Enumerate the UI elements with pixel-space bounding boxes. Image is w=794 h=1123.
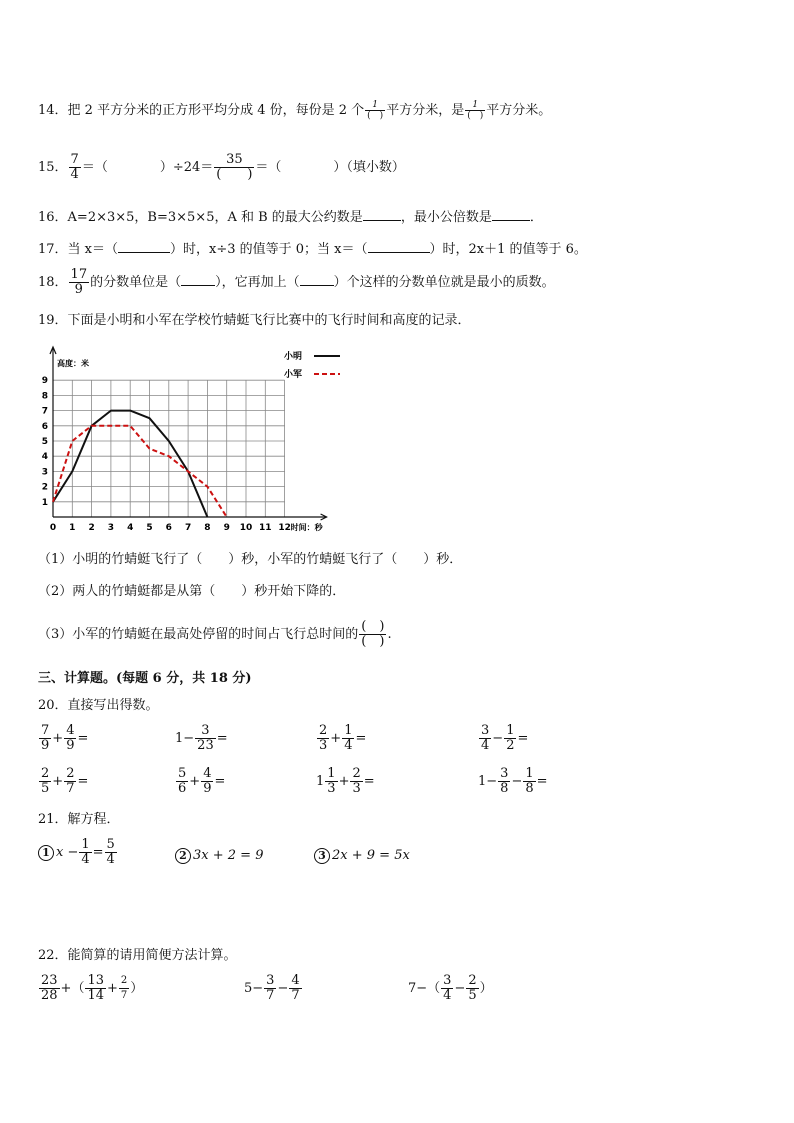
- answer-blank[interactable]: [492, 208, 530, 221]
- answer-blank[interactable]: [363, 208, 401, 221]
- x-tick-label: 12: [278, 523, 291, 533]
- question-19-sub1: （1）小明的竹蜻蜓飞行了（ ）秒，小军的竹蜻蜓飞行了（ ）秒．: [38, 552, 463, 567]
- question-21-title: 21．解方程．: [38, 812, 120, 827]
- q20-item: $\frac{2}{5}$ + $\frac{2}{7}$ =: [41, 766, 89, 796]
- y-tick-label: 5: [41, 437, 48, 447]
- x-axis-label: 时间：秒: [290, 523, 323, 532]
- y-tick-label: 8: [41, 391, 48, 402]
- q20-item: $\frac{2}{3}$ + $\frac{1}{4}$ =: [319, 723, 367, 753]
- expression-2: 5− $\frac{3}{7}$ − $\frac{4}{7}$: [244, 973, 300, 1003]
- y-tick-label: 4: [41, 452, 48, 463]
- q20-item: 1− $\frac{3}{23}$ =: [175, 723, 228, 753]
- y-tick-label: 3: [41, 467, 48, 478]
- x-tick-label: 9: [223, 523, 230, 533]
- y-tick-label: 1: [41, 497, 48, 508]
- q20-item: 1− $\frac{3}{8}$ − $\frac{1}{8}$ =: [478, 766, 548, 796]
- fraction: $\frac{1}{2}$: [506, 723, 515, 753]
- question-22-title: 22．能简算的请用简便方法计算。: [38, 948, 237, 963]
- x-tick-label: 3: [107, 523, 115, 533]
- question-19-intro: 19．下面是小明和小军在学校竹蜻蜓飞行比赛中的飞行时间和高度的记录．: [38, 313, 471, 328]
- answer-blank[interactable]: [300, 273, 334, 286]
- fraction: $\frac{3}{4}$: [481, 723, 490, 753]
- x-tick-label: 7: [184, 523, 192, 533]
- fraction: $\frac{2}{5}$: [41, 766, 50, 796]
- fraction: 1 ( ): [367, 100, 384, 121]
- fraction: $\frac{7}{9}$: [41, 723, 50, 753]
- fraction: $\frac{4}{9}$: [203, 766, 212, 796]
- y-axis-label: 高度：米: [57, 359, 89, 369]
- expression-3: 7−（ $\frac{3}{4}$ − $\frac{2}{5}$ ）: [408, 973, 493, 1003]
- answer-blank[interactable]: [368, 240, 430, 253]
- x-tick-label: 10: [239, 523, 253, 533]
- legend-label: 小明: [284, 352, 303, 362]
- fraction: $\frac{5}{6}$: [178, 766, 187, 796]
- x-tick-label: 4: [127, 523, 134, 533]
- fraction: $\frac{1}{4}$: [344, 723, 353, 753]
- equation-2: 2 3x + 2 = 9: [175, 848, 263, 864]
- fraction: $\frac{3}{8}$: [500, 766, 509, 796]
- x-tick-label: 0: [49, 523, 57, 533]
- question-14: 14．把 2 平方分米的正方形平均分成 4 份，每份是 2 个 1 ( ) 平方分米，是 1 ( ) 平方分米。: [38, 100, 552, 121]
- fraction: $\frac{2}{3}$: [352, 766, 361, 796]
- x-tick-label: 1: [69, 523, 76, 533]
- fraction: $\frac{3}{23}$: [197, 723, 214, 753]
- q20-item: $\frac{3}{4}$ − $\frac{1}{2}$ =: [481, 723, 529, 753]
- equation-1: 1 x − $\frac{1}{4}$ = $\frac{5}{4}$: [38, 838, 118, 867]
- x-tick-label: 6: [165, 523, 172, 533]
- q20-item: $\frac{5}{6}$ + $\frac{4}{9}$ =: [178, 766, 226, 796]
- fraction: $\frac{1}{3}$: [327, 766, 336, 796]
- question-16: 16．A=2×3×5，B=3×5×5，A 和 B 的最大公约数是 ，最小公倍数是 ．: [38, 210, 543, 225]
- q20-item: 1 $\frac{1}{3}$ + $\frac{2}{3}$ =: [316, 766, 375, 796]
- fraction: 1 ( ): [467, 100, 484, 121]
- question-19-sub3: （3）小军的竹蜻蜓在最高处停留的时间占飞行总时间的 ( ) ( ) .: [38, 619, 392, 649]
- fraction: $\frac{4}{9}$: [66, 723, 75, 753]
- question-17: 17．当 x＝（ ）时，x÷3 的值等于 0；当 x＝（ ）时，2x＋1 的值等于 6。: [38, 242, 587, 257]
- x-tick-label: 5: [146, 523, 153, 533]
- question-15: 15． $\frac{7}{4}$ ＝（ ）÷24＝ 35 ( ) ＝（ ）（填小数）: [38, 152, 405, 182]
- y-tick-label: 9: [41, 376, 48, 387]
- y-tick-label: 6: [41, 421, 48, 432]
- fraction: $\frac{2}{3}$: [319, 723, 328, 753]
- x-tick-label: 2: [88, 523, 95, 533]
- y-tick-label: 7: [41, 406, 48, 417]
- x-tick-label: 11: [259, 523, 272, 533]
- section-3-title: 三、计算题。(每题 6 分，共 18 分): [38, 671, 252, 686]
- answer-blank[interactable]: [181, 273, 215, 286]
- fraction: $\frac{2}{7}$: [66, 766, 75, 796]
- expression-1: $\frac{23}{28}$ +（ $\frac{13}{14}$ + $\frac{2}{7}$ ）: [41, 973, 144, 1003]
- equation-3: 3 2x + 9 = 5x: [314, 848, 410, 864]
- y-tick-label: 2: [41, 482, 48, 493]
- question-20-title: 20．直接写出得数。: [38, 698, 159, 713]
- answer-blank[interactable]: [118, 240, 170, 253]
- fraction: $\frac{1}{8}$: [525, 766, 534, 796]
- question-19-sub2: （2）两人的竹蜻蜓都是从第（ ）秒开始下降的．: [38, 584, 346, 599]
- legend-label: 小军: [284, 370, 303, 380]
- question-18: 18． $\frac{17}{9}$ 的分数单位是（ ），它再加上（ ）个这样的分数单位就是最小的质数。: [38, 267, 555, 297]
- q20-item: $\frac{7}{9}$ + $\frac{4}{9}$ =: [41, 723, 89, 753]
- flight-chart: [34, 344, 364, 534]
- x-tick-label: 8: [204, 523, 211, 533]
